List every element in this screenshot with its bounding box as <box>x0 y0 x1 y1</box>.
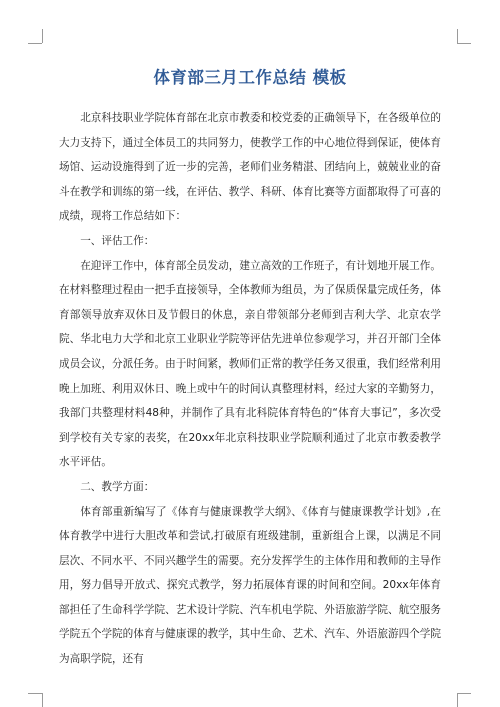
section-heading-teaching: 二、教学方面： <box>80 480 155 493</box>
crop-mark-top-left <box>42 29 43 43</box>
teaching-paragraph: 体育部重新编写了《体育与健康课教学大纲》、《体育与健康课教学计划》,在体育教学中进行大胆改革和尝试,打破原有班级建制，重新组合上课，以满足不同层次、不同水平、不同兴趣学生的需要。充分发挥学生的主体作用和教师的主导作用，努力倡导开放式、探究式教学，努力拓展体育课的时间和空间。20xx年体育部担任了生命科学学院、艺术设计学院、汽车机电学院、外语旅游学院、航空服务学院五个学院的体育与健康课的教学，其中生命、艺术、汽车、外语旅游四个学院为高职学院，还有 <box>59 505 441 666</box>
crop-mark-bottom-right <box>457 693 458 707</box>
document-title: 体育部三月工作总结 模板 <box>153 68 347 87</box>
crop-mark-top-right <box>457 43 471 44</box>
crop-mark-bottom-left <box>28 693 42 694</box>
document-body <box>59 106 441 672</box>
crop-mark-bottom-right <box>457 693 471 694</box>
section-heading-evaluation: 一、评估工作： <box>80 234 155 247</box>
crop-mark-top-right <box>457 29 458 43</box>
intro-paragraph: 北京科技职业学院体育部在北京市教委和校党委的正确领导下，在各级单位的大力支持下，通过全体员工的共同努力，使教学工作的中心地位得到保证，使体育场馆、运动设施得到了近一步的完善，老师们业务精湛、团结向上，兢兢业业的奋斗在教学和训练的第一线，在评估、教学、科研、体育比赛等方面都取得了可喜的成绩，现将工作总结如下： <box>59 112 441 223</box>
evaluation-paragraph: 在迎评工作中，体育部全员发动，建立高效的工作班子，有计划地开展工作。在材料整理过程由一把手直接领导，全体教师为组员，为了保质保量完成任务，体育部领导放弃双休日及节假日的休息，亲自带领部分老师到吉利大学、北京农学院、华北电力大学和北京工业职业学院等评估先进单位参观学习，并召开部门全体成员会议，分派任务。由于时间紧，教师们正常的教学任务又很重，我们经常利用晚上加班、利用双休日、晚上或中午的时间认真整理材料，经过大家的辛勤努力，我部门共整理材料48种，并制作了具有北科院体育特色的“体育大事记”，多次受到学校有关专家的表奖，在20xx年北京科技职业学院顺利通过了北京市教委教学水平评估。 <box>59 259 441 469</box>
crop-mark-top-left <box>28 43 42 44</box>
crop-mark-bottom-left <box>42 693 43 707</box>
